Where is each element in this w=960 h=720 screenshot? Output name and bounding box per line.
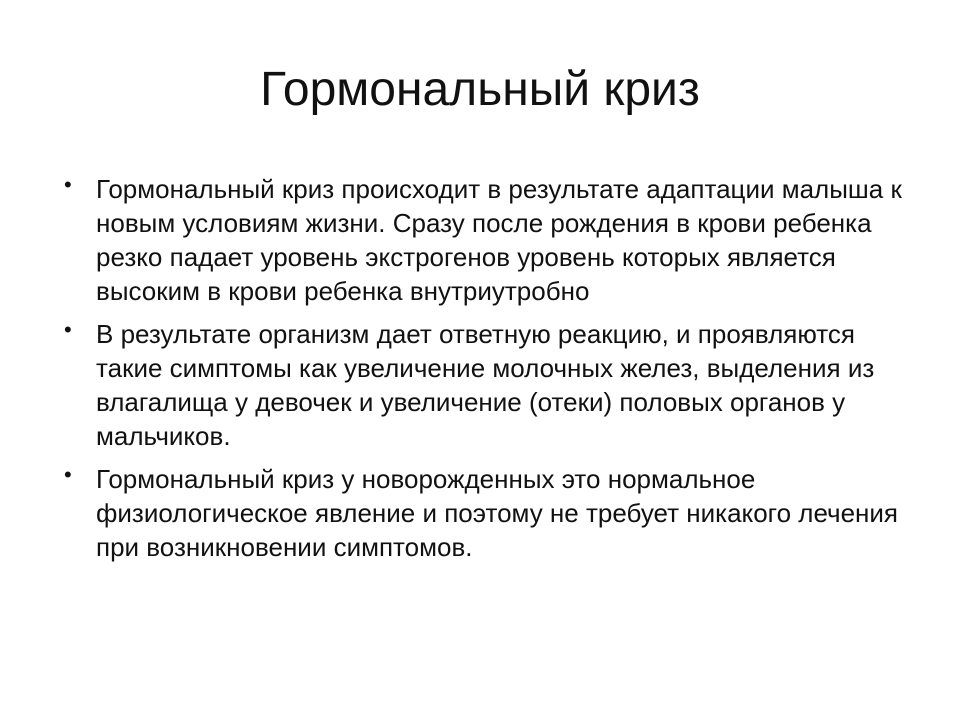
bullet-list: [60, 172, 920, 573]
bullet-text: В результате организм дает ответную реакцию, и проявляются такие симптомы как увеличение молочных желез, выделения из влагалища у девочек и увеличение (отеки) половых органов у мальчиков.: [96, 319, 875, 451]
bullet-text: Гормональный криз у новорожденных это нормальное физиологическое явление и поэтому не требует никакого лечения при возникновении симптомов.: [96, 464, 899, 562]
bullet-dot-icon: •: [64, 462, 72, 487]
bullet-text: Гормональный криз происходит в результате адаптации малыша к новым условиям жизни. Сразу после рождения в крови ребенка резко падает уровень экстрогенов уровень которых является высоким в крови ребенка внутриутробно: [96, 174, 902, 306]
bullet-item: [60, 462, 920, 564]
slide-title: Гормональный криз: [260, 63, 700, 116]
bullet-item: [60, 317, 920, 453]
bullet-dot-icon: •: [64, 172, 72, 197]
bullet-item: [60, 172, 920, 308]
bullet-dot-icon: •: [64, 317, 72, 342]
